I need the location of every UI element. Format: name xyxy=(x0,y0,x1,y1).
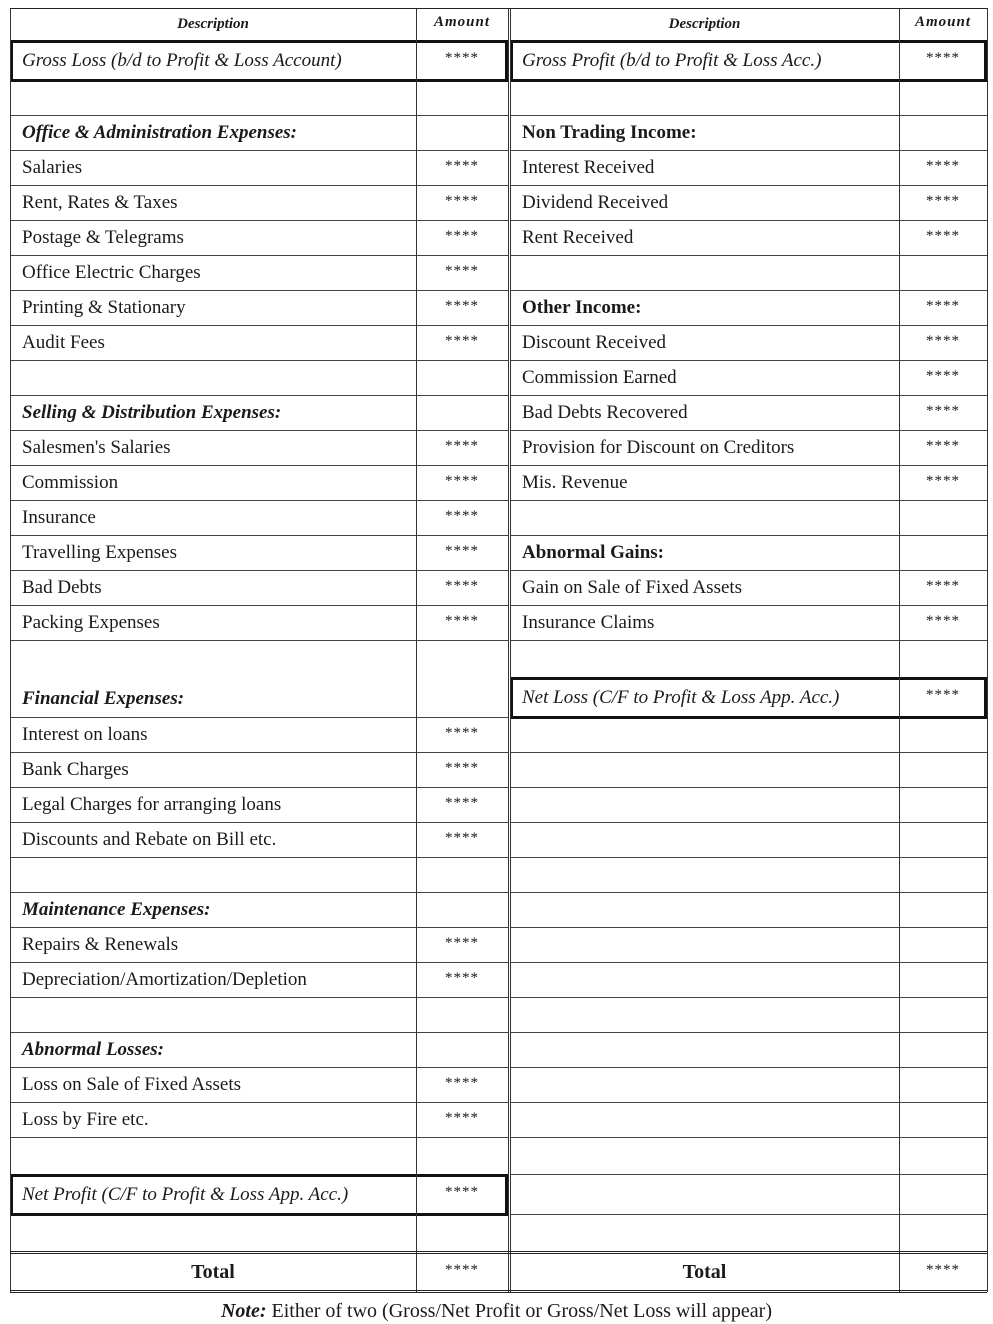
entry-bad-debts-recovered: Bad Debts Recovered xyxy=(522,402,688,423)
blank-row xyxy=(510,1175,987,1215)
blank-description xyxy=(510,823,899,857)
amount-value xyxy=(416,998,508,1032)
table-row xyxy=(510,186,987,221)
amount-value: **** xyxy=(445,1109,479,1126)
table-row xyxy=(510,151,987,186)
description-header: Description xyxy=(177,15,249,32)
entry-gross-loss-b-d-to-profit-loss-account: Gross Loss (b/d to Profit & Loss Account) xyxy=(22,49,342,71)
column-divider xyxy=(987,8,988,1292)
amount-value: **** xyxy=(445,934,479,951)
amount-value: **** xyxy=(445,472,479,489)
table-row xyxy=(10,536,508,571)
amount-value xyxy=(899,893,987,927)
blank-description xyxy=(510,1175,899,1214)
table-row xyxy=(10,396,508,431)
table-row xyxy=(510,361,987,396)
blank-description xyxy=(510,1103,899,1137)
table-row xyxy=(510,571,987,606)
table-row xyxy=(10,326,508,361)
entry-insurance: Insurance xyxy=(22,507,96,528)
entry-provision-for-discount-on-creditors: Provision for Discount on Creditors xyxy=(522,437,795,458)
amount-value: **** xyxy=(926,367,960,384)
table-row xyxy=(510,466,987,501)
amount-value: **** xyxy=(445,612,479,629)
amount-value xyxy=(899,1103,987,1137)
column-divider xyxy=(510,8,511,1292)
table-row xyxy=(10,1103,508,1138)
entry-mis-revenue: Mis. Revenue xyxy=(522,472,628,493)
amount-value xyxy=(899,1068,987,1102)
entry-legal-charges-for-arranging-loans: Legal Charges for arranging loans xyxy=(22,794,282,815)
amount-value xyxy=(899,1215,987,1252)
entry-financial-expenses: Financial Expenses: xyxy=(22,688,185,709)
blank-row xyxy=(510,928,987,963)
column-divider xyxy=(10,8,11,1292)
amount-value xyxy=(899,753,987,787)
amount-value xyxy=(899,81,987,115)
amount-value xyxy=(899,116,987,150)
entry-postage-telegrams: Postage & Telegrams xyxy=(22,227,184,248)
table-row xyxy=(510,41,987,81)
amount-value: **** xyxy=(926,297,960,314)
amount-value: **** xyxy=(445,724,479,741)
blank-row xyxy=(510,893,987,928)
blank-description xyxy=(510,1138,899,1174)
blank-row xyxy=(10,641,508,681)
table-row xyxy=(10,466,508,501)
table-row xyxy=(510,326,987,361)
blank-row xyxy=(510,501,987,536)
table-row xyxy=(10,41,508,81)
blank-row xyxy=(10,998,508,1033)
amount-value: **** xyxy=(445,577,479,594)
blank-row xyxy=(510,1033,987,1068)
blank-row xyxy=(510,256,987,291)
table-row xyxy=(10,431,508,466)
amount-value xyxy=(899,823,987,857)
blank-row xyxy=(510,1138,987,1175)
total-amount: **** xyxy=(445,1261,479,1278)
amount-value xyxy=(416,681,508,717)
table-row xyxy=(510,291,987,326)
entry-loss-by-fire-etc: Loss by Fire etc. xyxy=(22,1109,149,1130)
blank-description xyxy=(10,1138,416,1174)
entry-gross-profit-b-d-to-profit-loss-acc: Gross Profit (b/d to Profit & Loss Acc.) xyxy=(522,49,822,71)
amount-value xyxy=(416,858,508,892)
amount-header: Amount xyxy=(914,13,972,30)
left-header-row xyxy=(10,8,508,41)
amount-value xyxy=(899,928,987,962)
amount-value xyxy=(416,1215,508,1252)
amount-value xyxy=(416,361,508,395)
table-row xyxy=(10,1175,508,1215)
table-row xyxy=(10,221,508,256)
entry-selling-distribution-expenses: Selling & Distribution Expenses: xyxy=(22,402,282,423)
table-row xyxy=(10,291,508,326)
table-row xyxy=(510,606,987,641)
table-row xyxy=(10,186,508,221)
entry-commission: Commission xyxy=(22,472,119,493)
entry-rent-rates-taxes: Rent, Rates & Taxes xyxy=(22,192,178,213)
blank-row xyxy=(510,1103,987,1138)
entry-repairs-renewals: Repairs & Renewals xyxy=(22,934,179,955)
amount-value: **** xyxy=(445,262,479,279)
entry-commission-earned: Commission Earned xyxy=(522,367,677,388)
table-row xyxy=(10,718,508,753)
blank-description xyxy=(10,361,416,395)
amount-value: **** xyxy=(445,50,479,66)
column-divider xyxy=(508,8,509,1292)
amount-value: **** xyxy=(445,192,479,209)
entry-maintenance-expenses: Maintenance Expenses: xyxy=(22,899,211,920)
blank-description xyxy=(510,1215,899,1252)
amount-value: **** xyxy=(926,437,960,454)
amount-value xyxy=(899,858,987,892)
table-row xyxy=(10,151,508,186)
amount-value: **** xyxy=(445,542,479,559)
entry-salesmen-s-salaries: Salesmen's Salaries xyxy=(22,437,171,458)
amount-value xyxy=(899,1138,987,1174)
blank-description xyxy=(510,81,899,115)
entry-net-loss-c-f-to-profit-loss-app-acc: Net Loss (C/F to Profit & Loss App. Acc.) xyxy=(522,686,840,708)
blank-row xyxy=(510,1215,987,1252)
entry-loss-on-sale-of-fixed-assets: Loss on Sale of Fixed Assets xyxy=(22,1074,242,1095)
blank-row xyxy=(10,1138,508,1175)
blank-description xyxy=(510,753,899,787)
blank-description xyxy=(10,998,416,1032)
entry-non-trading-income: Non Trading Income: xyxy=(522,122,697,143)
amount-value xyxy=(899,641,987,677)
amount-value: **** xyxy=(926,402,960,419)
table-row xyxy=(10,571,508,606)
blank-description xyxy=(510,1068,899,1102)
entry-net-profit-c-f-to-profit-loss-app-acc: Net Profit (C/F to Profit & Loss App. Acc.) xyxy=(22,1183,349,1205)
amount-value: **** xyxy=(445,157,479,174)
amount-value xyxy=(416,1138,508,1174)
blank-row xyxy=(10,361,508,396)
blank-description xyxy=(10,81,416,115)
amount-value: **** xyxy=(926,332,960,349)
table-row xyxy=(510,678,987,718)
amount-value xyxy=(416,893,508,927)
note-label: Note: xyxy=(220,1300,267,1322)
blank-description xyxy=(510,893,899,927)
table-row xyxy=(510,116,987,151)
blank-description xyxy=(510,641,899,677)
blank-row xyxy=(510,788,987,823)
amount-value: **** xyxy=(445,829,479,846)
amount-value: **** xyxy=(926,50,960,66)
table-row xyxy=(510,396,987,431)
total-rule xyxy=(10,1251,987,1252)
credit-side xyxy=(510,8,987,1292)
amount-value: **** xyxy=(445,794,479,811)
amount-value xyxy=(416,116,508,150)
entry-total: Total xyxy=(191,1260,235,1283)
entry-packing-expenses: Packing Expenses xyxy=(22,612,160,633)
entry-travelling-expenses: Travelling Expenses xyxy=(22,542,177,563)
blank-row xyxy=(510,823,987,858)
entry-gain-on-sale-of-fixed-assets: Gain on Sale of Fixed Assets xyxy=(522,577,743,598)
blank-row xyxy=(510,963,987,998)
amount-value: **** xyxy=(926,157,960,174)
blank-description xyxy=(10,858,416,892)
table-row xyxy=(10,681,508,718)
total-row xyxy=(510,1252,987,1292)
table-row xyxy=(510,536,987,571)
amount-value: **** xyxy=(445,1184,479,1200)
column-divider xyxy=(899,8,900,1292)
table-row xyxy=(510,221,987,256)
table-row xyxy=(10,753,508,788)
entry-rent-received: Rent Received xyxy=(522,227,634,248)
blank-row xyxy=(10,858,508,893)
entry-salaries: Salaries xyxy=(22,157,83,178)
table-row xyxy=(10,788,508,823)
amount-value: **** xyxy=(445,507,479,524)
blank-description xyxy=(510,928,899,962)
table-row xyxy=(510,431,987,466)
blank-description xyxy=(510,718,899,752)
amount-value: **** xyxy=(445,332,479,349)
blank-description xyxy=(10,1215,416,1252)
table-row xyxy=(10,1033,508,1068)
amount-value xyxy=(899,256,987,290)
amount-value xyxy=(416,396,508,430)
amount-value: **** xyxy=(926,472,960,489)
description-header: Description xyxy=(668,15,741,32)
amount-value: **** xyxy=(926,612,960,629)
amount-value: **** xyxy=(445,759,479,776)
amount-value xyxy=(899,1033,987,1067)
amount-value: **** xyxy=(926,577,960,594)
blank-description xyxy=(510,998,899,1032)
amount-header: Amount xyxy=(433,13,491,30)
blank-description xyxy=(510,788,899,822)
entry-bank-charges: Bank Charges xyxy=(22,759,129,780)
blank-description xyxy=(510,858,899,892)
total-rule xyxy=(10,1290,987,1291)
amount-value xyxy=(899,718,987,752)
amount-value: **** xyxy=(445,227,479,244)
table-row xyxy=(10,501,508,536)
entry-discount-received: Discount Received xyxy=(522,332,667,353)
entry-insurance-claims: Insurance Claims xyxy=(522,612,655,633)
blank-row xyxy=(10,81,508,116)
note-text: Either of two (Gross/Net Profit or Gross/Net Loss will appear) xyxy=(266,1300,772,1322)
table-row xyxy=(10,116,508,151)
entry-abnormal-gains: Abnormal Gains: xyxy=(522,542,664,563)
top-border xyxy=(10,8,987,9)
blank-row xyxy=(510,718,987,753)
amount-value xyxy=(899,998,987,1032)
amount-value xyxy=(416,641,508,681)
entry-interest-received: Interest Received xyxy=(522,157,655,178)
blank-row xyxy=(10,1215,508,1252)
amount-value: **** xyxy=(926,227,960,244)
blank-row xyxy=(510,753,987,788)
amount-value xyxy=(899,536,987,570)
blank-description xyxy=(510,501,899,535)
blank-row xyxy=(510,998,987,1033)
amount-value xyxy=(899,501,987,535)
total-rule xyxy=(10,1253,987,1254)
debit-side xyxy=(10,8,508,1292)
column-divider xyxy=(416,8,417,1292)
table-row xyxy=(10,1068,508,1103)
blank-row xyxy=(510,858,987,893)
entry-office-administration-expenses: Office & Administration Expenses: xyxy=(22,122,297,143)
entry-abnormal-losses: Abnormal Losses: xyxy=(22,1039,164,1060)
amount-value: **** xyxy=(445,437,479,454)
table-row xyxy=(10,823,508,858)
blank-description xyxy=(510,1033,899,1067)
table-row xyxy=(10,606,508,641)
entry-bad-debts: Bad Debts xyxy=(22,577,102,598)
amount-value: **** xyxy=(926,687,960,703)
amount-value: **** xyxy=(926,192,960,209)
blank-row xyxy=(510,1068,987,1103)
entry-interest-on-loans: Interest on loans xyxy=(22,724,148,745)
amount-value xyxy=(899,1175,987,1214)
entry-dividend-received: Dividend Received xyxy=(522,192,669,213)
blank-row xyxy=(510,641,987,678)
table-row xyxy=(10,256,508,291)
total-row xyxy=(10,1252,508,1292)
amount-value xyxy=(899,963,987,997)
entry-depreciation-amortization-depletion: Depreciation/Amortization/Depletion xyxy=(22,969,307,990)
amount-value xyxy=(416,81,508,115)
total-rule xyxy=(10,1292,987,1293)
entry-printing-stationary: Printing & Stationary xyxy=(22,297,186,318)
amount-value xyxy=(899,788,987,822)
blank-description xyxy=(510,256,899,290)
amount-value: **** xyxy=(445,1074,479,1091)
table-row xyxy=(10,928,508,963)
amount-value: **** xyxy=(445,969,479,986)
blank-description xyxy=(10,641,416,681)
amount-value: **** xyxy=(445,297,479,314)
right-header-row xyxy=(510,8,987,41)
amount-value xyxy=(416,1033,508,1067)
entry-audit-fees: Audit Fees xyxy=(22,332,105,353)
entry-total: Total xyxy=(682,1260,727,1283)
entry-office-electric-charges: Office Electric Charges xyxy=(22,262,201,283)
table-row xyxy=(10,893,508,928)
footnote xyxy=(0,1300,993,1323)
blank-row xyxy=(510,81,987,116)
table-row xyxy=(10,963,508,998)
blank-description xyxy=(510,963,899,997)
entry-discounts-and-rebate-on-bill-etc: Discounts and Rebate on Bill etc. xyxy=(22,829,277,850)
total-amount: **** xyxy=(926,1261,960,1278)
entry-other-income: Other Income: xyxy=(522,297,642,318)
